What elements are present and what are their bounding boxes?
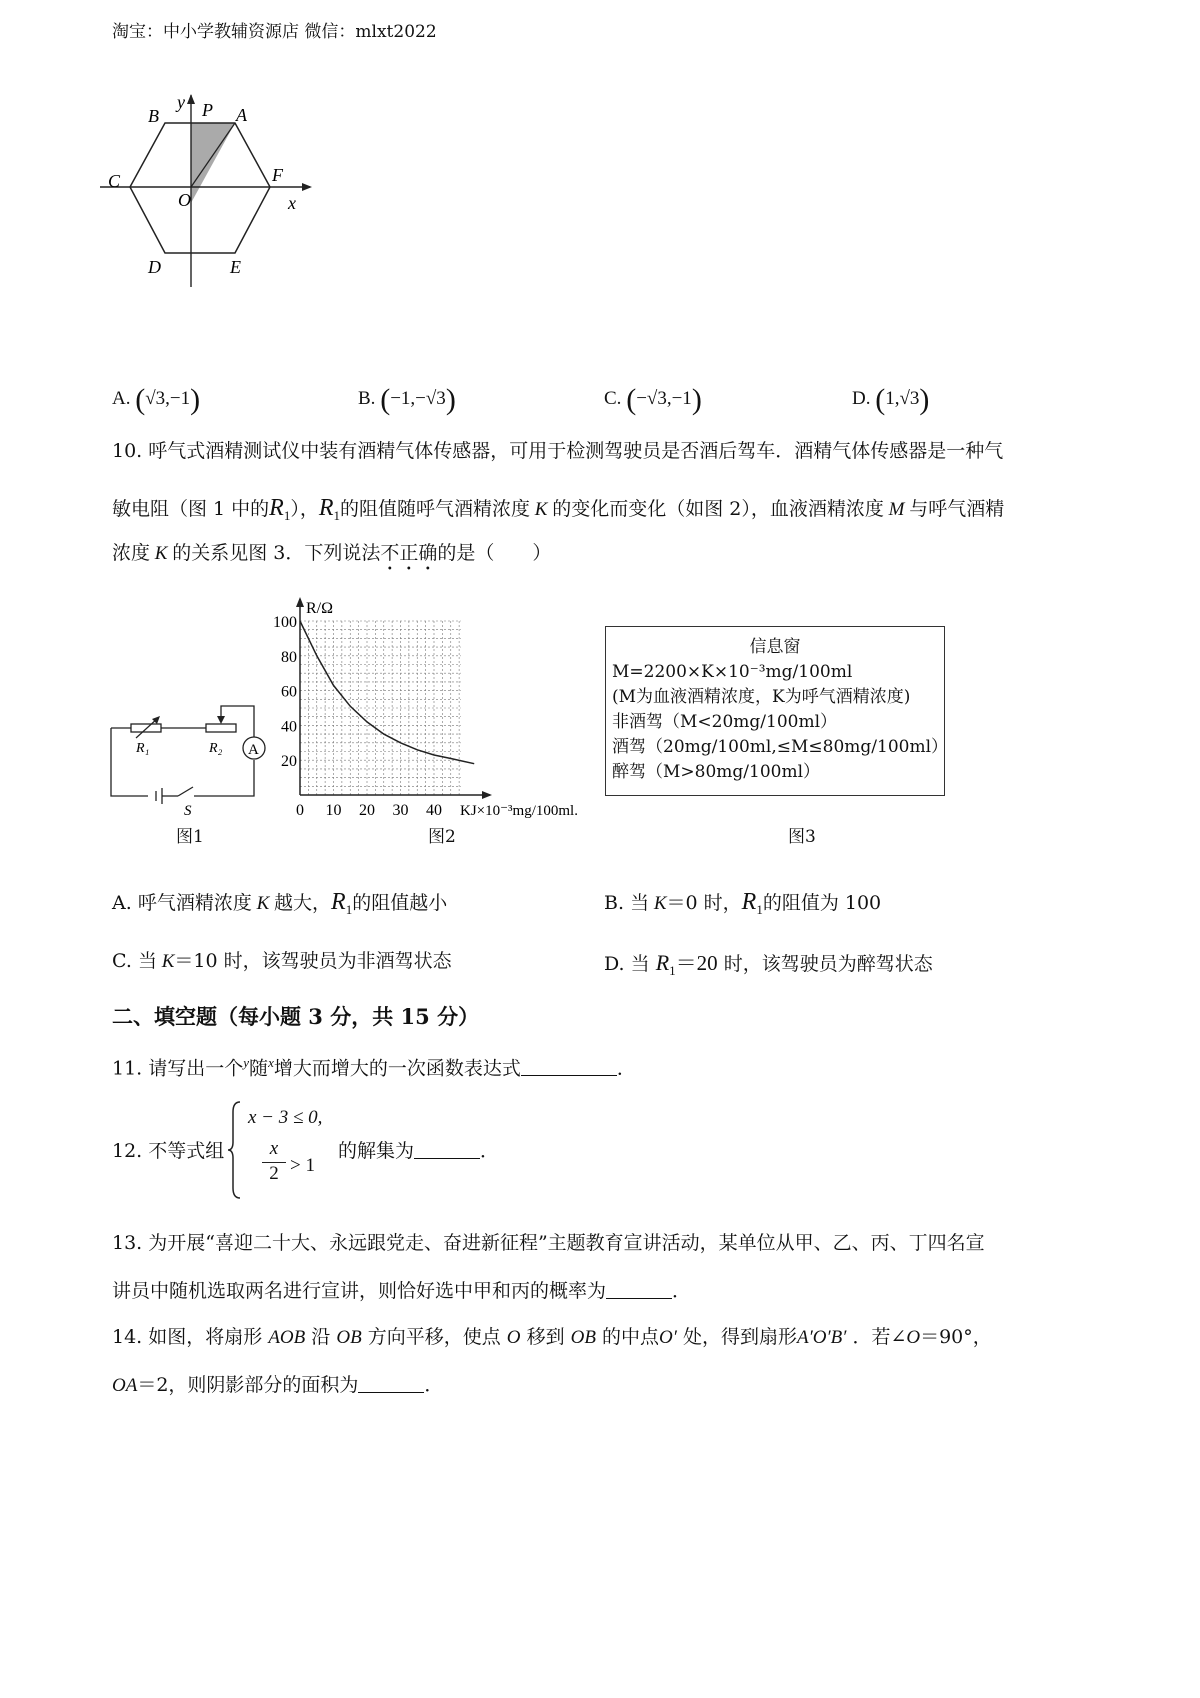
q12-lead: 12. 不等式组 <box>112 1140 225 1162</box>
q12-brace <box>227 1100 243 1204</box>
q13-line2: 讲员中随机选取两名进行宣讲，则恰好选中甲和丙的概率为 ． <box>112 1280 692 1302</box>
chart-xtick-label: 0 <box>296 802 304 819</box>
q14-line1: 14. 如图，将扇形 AOB 沿 OB 方向平移，使点 O 移到 OB 的中点O′ 处，得到扇形A′O′B′ ．若∠O＝90°， <box>112 1326 992 1348</box>
q9-option-b: B. (−1,−√3) <box>358 383 456 416</box>
label-c: C <box>108 171 121 191</box>
header-watermark: 淘宝：中小学教辅资源店 微信：mlxt2022 <box>112 22 437 42</box>
section2-title: 二、填空题（每小题 3 分，共 15 分） <box>112 1004 480 1029</box>
q10-option-c: C. 当 K＝10 时，该驾驶员为非酒驾状态 <box>112 950 452 972</box>
chart-ytick-label: 100 <box>273 614 297 631</box>
q11-answer-blank[interactable] <box>521 1057 617 1076</box>
q10-line1: 10. 呼气式酒精测试仪中装有酒精气体传感器，可用于检测驾驶员是否酒后驾车．酒精气体传感器是一种气 <box>112 440 1004 462</box>
switch-label: S <box>184 803 192 819</box>
chart-grid <box>300 621 461 795</box>
chart-xtick-label: 20 <box>359 802 375 819</box>
chart-xtick-label: 30 <box>392 802 409 819</box>
label-o: O <box>178 190 191 210</box>
q9-option-c: C. (−√3,−1) <box>604 383 702 416</box>
chart-ytick-label: 20 <box>281 753 297 771</box>
ammeter-label: A <box>248 742 259 758</box>
q9-option-d: D. (1,√3) <box>852 383 930 416</box>
q13-answer-blank[interactable] <box>606 1280 672 1299</box>
q9-option-a: A. (√3,−1) <box>112 383 201 416</box>
chart-series-line <box>300 621 474 764</box>
resistance-chart <box>270 595 610 820</box>
label-x: x <box>288 193 296 213</box>
label-p: P <box>202 100 213 120</box>
chart-ytick-label: 60 <box>281 683 297 701</box>
q12-ineq1: x − 3 ≤ 0, <box>248 1107 323 1128</box>
info-line: 酒驾（20mg/100ml,≤M≤80mg/100ml） <box>612 737 949 757</box>
q10-option-a: A. 呼气酒精浓度 K 越大，$R_1$的阻值越小 <box>112 889 448 917</box>
chart-xlabel: KJ×10⁻³mg/100ml. <box>460 803 578 819</box>
chart-xtick-label: 10 <box>325 802 342 819</box>
circuit-figure <box>106 688 276 819</box>
info-line: M=2200×K×10⁻³mg/100ml <box>612 662 853 682</box>
label-y: y <box>177 92 185 112</box>
label-e: E <box>230 257 241 277</box>
label-d: D <box>148 257 161 277</box>
hexagon-figure <box>100 92 340 310</box>
q12-answer-blank[interactable] <box>414 1140 480 1159</box>
info-line: (M为血液酒精浓度，K为呼气酒精浓度) <box>612 687 911 707</box>
chart-ytick-label: 80 <box>281 648 297 666</box>
q14-line2: OA＝2，则阴影部分的面积为 ． <box>112 1374 444 1396</box>
q13-line1: 13. 为开展“喜迎二十大、永远跟党走、奋进新征程”主题教育宣讲活动，某单位从甲、乙、丙、丁四名宣 <box>112 1232 985 1254</box>
info-window <box>605 626 949 796</box>
r2-label: R₂ <box>209 741 223 756</box>
q14-answer-blank[interactable] <box>358 1374 424 1393</box>
q10-option-b: B. 当 K＝0 时，$R_1$的阻值为 100 <box>604 889 882 917</box>
q12-tail: 的解集为 ． <box>338 1140 500 1162</box>
q10-line3: 浓度 K 的关系见图 3．下列说法不正确的是（ ） <box>112 542 552 564</box>
label-b: B <box>148 106 159 126</box>
chart-xtick-label: 40 <box>426 802 442 819</box>
q10-line2: 敏电阻（图 1 中的$R_1$），$R_1$的阻值随呼气酒精浓度 K 的变化而变化（如图 2），血液酒精浓度 M 与呼气酒精 <box>112 495 1005 523</box>
hexagon-shading <box>191 123 235 203</box>
label-a: A <box>236 105 247 125</box>
r1-label: R₁ <box>136 741 150 756</box>
fig1-caption: 图1 <box>176 827 204 847</box>
q10-option-d: D. 当 $R_1=20$ 时，该驾驶员为醉驾状态 <box>604 950 933 978</box>
chart-ytick-label: 40 <box>281 718 297 736</box>
info-line: 醉驾（M>80mg/100ml） <box>612 762 821 782</box>
fig2-caption: 图2 <box>428 827 456 847</box>
q11: 11. 请写出一个$^y$随$^x$增大而增大的一次函数表达式 ． <box>112 1055 636 1080</box>
label-f: F <box>272 165 283 185</box>
info-window-title: 信息窗 <box>749 637 801 657</box>
fig3-caption: 图3 <box>788 827 816 847</box>
info-line: 非酒驾（M<20mg/100ml） <box>612 712 838 732</box>
q12-fraction: x 2 <box>262 1138 286 1186</box>
q12-gt: > 1 <box>290 1155 315 1176</box>
chart-ylabel: R/Ω <box>306 600 334 617</box>
